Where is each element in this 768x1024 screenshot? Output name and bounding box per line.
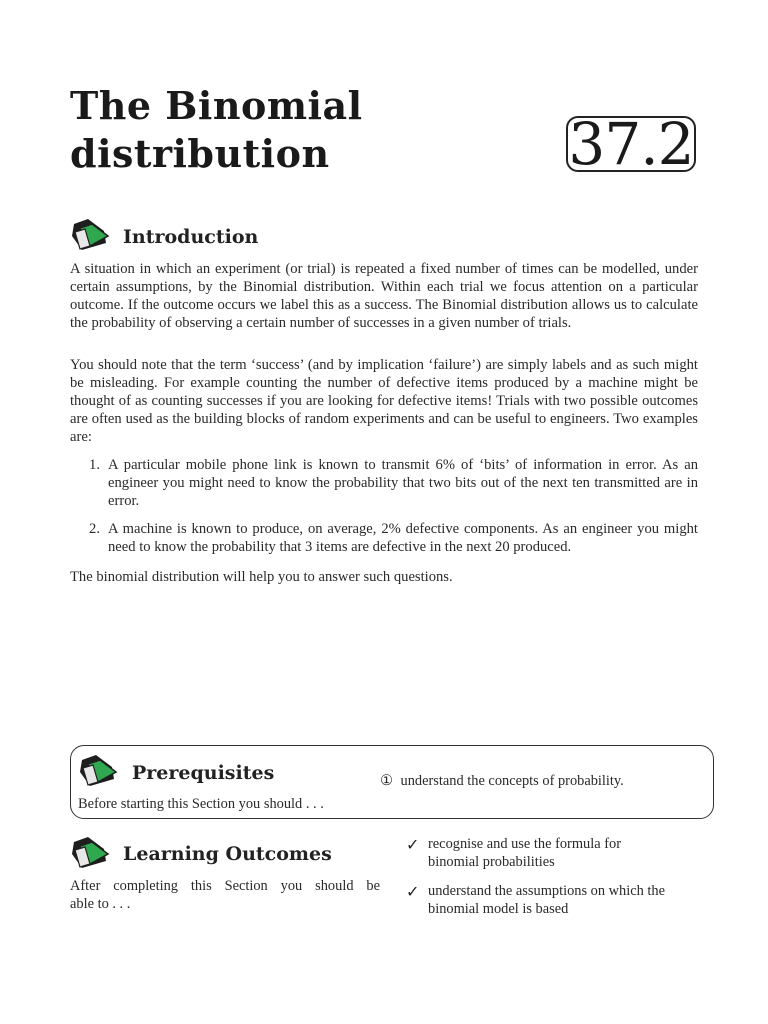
page-title: [70, 82, 490, 178]
prerequisites-intro: Before starting this Section you should . . .: [78, 796, 324, 812]
page-title-line-1: The Binomial: [70, 83, 363, 128]
circled-one-marker: ①: [380, 773, 393, 789]
section-number: 37.2: [568, 110, 694, 178]
intro-paragraph-2: You should note that the term ‘success’ (and by implication ‘failure’) are simply labels and as such might be misleading. For example counting the number of defective items produced by a machine might be thought of as counting successes if you are looking for defective items! Trials with two possible outcomes are often used as the building blocks of random experiments and can be useful to engineers. Two examples are:: [70, 357, 698, 445]
learning-outcome-line-1: recognise and use the formula for: [428, 836, 622, 852]
list-item: [70, 520, 698, 556]
check-icon: [406, 835, 419, 854]
prerequisites-heading: Prerequisites: [132, 762, 275, 784]
learning-outcome-line-2: binomial probabilities: [428, 854, 555, 870]
list-text: A machine is known to produce, on average, 2% defective components. As an engineer you might need to know the probability that 3 items are defective in the next 20 produced.: [108, 521, 698, 555]
list-number: 1.: [89, 457, 100, 473]
learning-outcome-item: [428, 835, 621, 871]
list-number: 2.: [89, 521, 100, 537]
learning-outcome-line-2: binomial model is based: [428, 901, 569, 917]
page-title-line-2: distribution: [70, 131, 330, 176]
intro-closing: The binomial distribution will help you to answer such questions.: [70, 569, 453, 585]
learning-outcomes-intro-line-2: able to . . .: [70, 896, 131, 912]
pointing-hand-icon: [78, 752, 120, 790]
check-icon: [406, 882, 419, 901]
prerequisite-text: understand the concepts of probability.: [400, 773, 624, 789]
check-marker: ✓: [406, 835, 420, 854]
list-item: [70, 456, 698, 510]
intro-paragraph-1: A situation in which an experiment (or trial) is repeated a fixed number of times can be modelled, under certain assumptions, by the Binomial distribution. Within each trial we focus attention on a particular outcome. If the outcome occurs we label this as a success. The Binomial distribution allows us to calculate the probability of observing a certain number of successes in a given number of trials.: [70, 261, 698, 331]
list-text: A particular mobile phone link is known to transmit 6% of ‘bits’ of information in error. As an engineer you might need to know the probability that two bits out of the next ten transmitted are in error.: [108, 457, 698, 509]
learning-outcomes-intro: [70, 877, 380, 913]
learning-outcomes-heading: Learning Outcomes: [123, 843, 332, 865]
pointing-hand-icon: [70, 216, 112, 254]
check-marker: ✓: [406, 882, 420, 901]
learning-outcomes-intro-line-1: After completing this Section you should be: [70, 878, 380, 894]
prerequisite-item: [380, 772, 624, 790]
introduction-heading: Introduction: [123, 226, 259, 248]
learning-outcome-item: [428, 882, 665, 918]
learning-outcome-line-1: understand the assumptions on which the: [428, 883, 666, 899]
pointing-hand-icon: [70, 834, 112, 872]
